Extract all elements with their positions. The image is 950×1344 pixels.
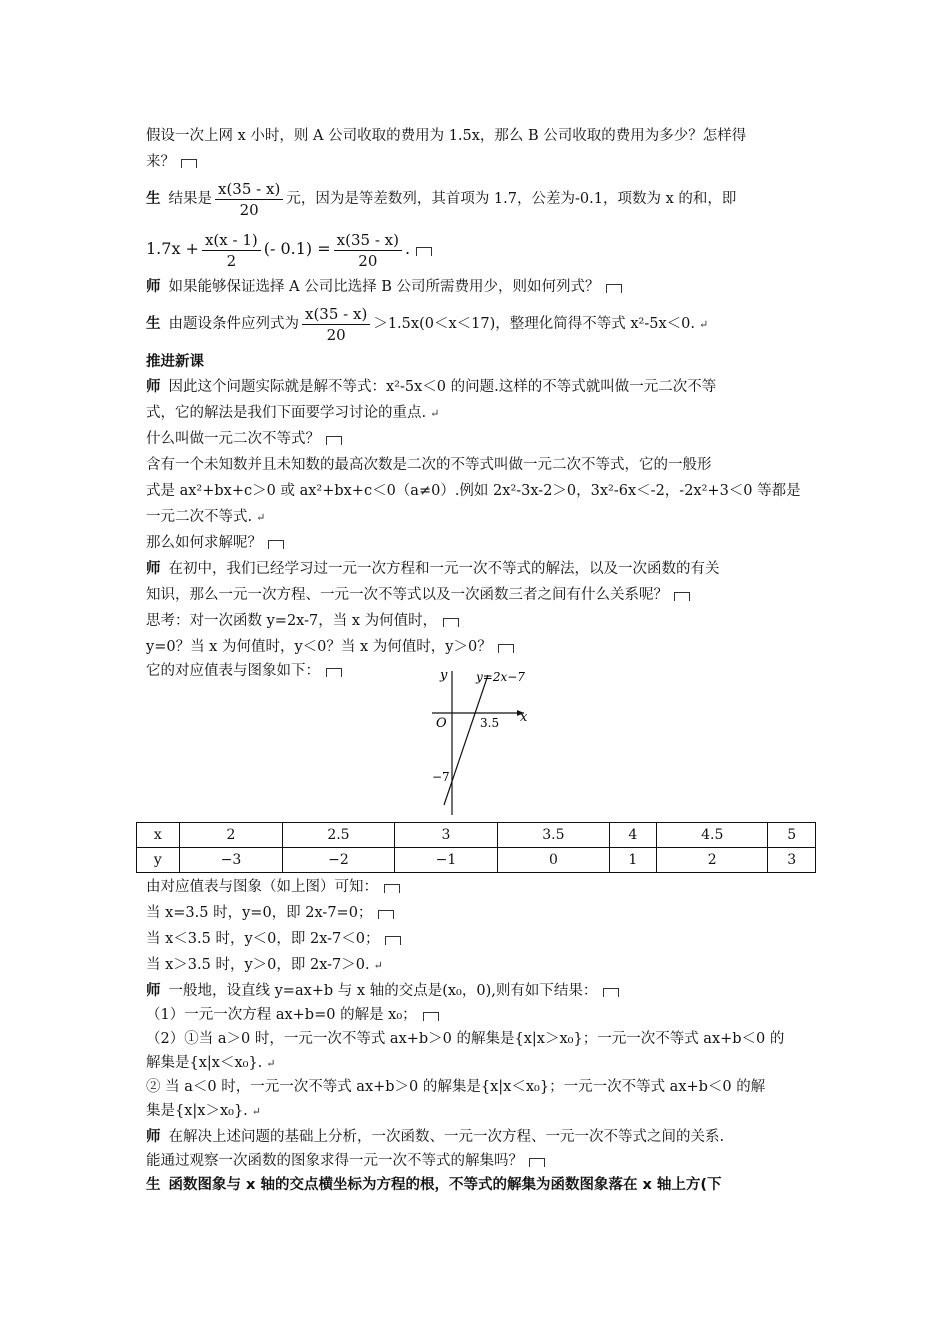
paragraph-line: 生 函数图象与 x 轴的交点横坐标为方程的根，不等式的解集为函数图象落在 x 轴上方(下 <box>146 1177 722 1193</box>
paragraph-mark-icon <box>529 1158 545 1167</box>
paragraph-line: 解集是{x|x＜x₀}. ↵ <box>146 1055 276 1071</box>
paragraph-line: 一元二次不等式. ↵ <box>146 509 266 525</box>
paragraph-arrow-icon: ↵ <box>256 511 266 524</box>
origin-label: O <box>436 716 447 731</box>
function-line <box>444 675 488 805</box>
paragraph-line: 当 x＞3.5 时，y＞0，即 2x-7＞0. ↵ <box>146 957 383 973</box>
speaker-label: 师 <box>146 561 161 577</box>
paragraph-mark-icon <box>423 1012 439 1021</box>
paragraph-line: 生 由题设条件应列式为 $\frac{x(35 - x)}{20}$ ＞1.5x(0＜x＜17)，整理化简得不等式 x²-5x＜0. ↵ <box>146 304 709 344</box>
speaker-label: 生 <box>146 1177 161 1193</box>
paragraph-line: ② 当 a＜0 时，一元一次不等式 ax+b＞0 的解集是{x|x＜x₀}；一元一次不等式 ax+b＜0 的解 <box>146 1079 766 1095</box>
x-axis-label: x <box>520 710 528 725</box>
paragraph-mark-icon <box>384 884 400 893</box>
paragraph-line: （1）一元一次方程 ax+b=0 的解是 x₀； <box>146 1002 814 1028</box>
speaker-label: 师 <box>146 279 161 295</box>
paragraph-line: 式，它的解法是我们下面要学习讨论的重点. ↵ <box>146 405 440 421</box>
paragraph-line: （2）①当 a＞0 时，一元一次不等式 ax+b＞0 的解集是{x|x＞x₀}；一元一次不等式 ax+b＜0 的 <box>146 1031 785 1047</box>
speaker-label: 师 <box>146 1129 161 1145</box>
table-cell: −3 <box>179 848 283 873</box>
paragraph-line: 什么叫做一元二次不等式？ <box>146 426 814 452</box>
speaker-label: 师 <box>146 983 161 999</box>
table-cell: 0 <box>498 848 609 873</box>
equation-line: 1.7x + $\frac{x(x - 1)}{2}$ (- 0.1) = $\frac{x(35 - x)}{20}$ . <box>146 225 814 273</box>
paragraph-arrow-icon: ↵ <box>373 959 383 972</box>
section-heading: 推进新课 <box>146 354 204 370</box>
table-cell: y <box>137 848 180 873</box>
fraction: $\frac{x(35 - x)}{20}$ <box>334 230 402 271</box>
paragraph-line: 师 在解决上述问题的基础上分析，一次函数、一元一次方程、一元一次不等式之间的关系. <box>146 1129 725 1145</box>
paragraph-line: 当 x＜3.5 时，y＜0，即 2x-7＜0； <box>146 926 814 952</box>
paragraph-line: 思考：对一次函数 y=2x-7，当 x 为何值时， <box>146 608 814 634</box>
paragraph-line: 它的对应值表与图象如下： <box>146 658 814 684</box>
paragraph-mark-icon <box>416 247 432 256</box>
paragraph-arrow-icon: ↵ <box>698 318 709 331</box>
paragraph-line: 集是{x|x＞x₀}. ↵ <box>146 1103 262 1119</box>
line-equation-label: y=2x−7 <box>476 670 525 684</box>
speaker-label: 生 <box>146 316 161 332</box>
fraction: $\frac{x(x - 1)}{2}$ <box>202 230 261 271</box>
speaker-label: 生 <box>146 191 161 207</box>
y-intercept-label: −7 <box>432 770 450 784</box>
paragraph-arrow-icon: ↵ <box>430 407 440 420</box>
paragraph-line: 含有一个未知数并且未知数的最高次数是二次的不等式叫做一元二次不等式，它的一般形 <box>146 457 712 473</box>
table-cell: 4 <box>609 823 656 848</box>
table-row-x <box>137 823 816 848</box>
x-intercept-label: 3.5 <box>480 716 500 730</box>
paragraph-line: 师 因此这个问题实际就是解不等式：x²-5x＜0 的问题.这样的不等式就叫做一元二次不等 <box>146 379 717 395</box>
paragraph-mark-icon <box>326 668 342 677</box>
table-cell: 2 <box>179 823 283 848</box>
fraction: $\frac{x(35 - x)}{20}$ <box>302 304 370 345</box>
paragraph-line: y=0？当 x 为何值时，y＜0？当 x 为何值时，y＞0？ <box>146 634 814 660</box>
paragraph-mark-icon <box>326 436 342 445</box>
paragraph-line: 师 如果能够保证选择 A 公司比选择 B 公司所需费用少，则如何列式？ <box>146 274 814 300</box>
paragraph-arrow-icon: ↵ <box>251 1105 262 1118</box>
paragraph-line: 假设一次上网 x 小时，则 A 公司收取的费用为 1.5x，那么 B 公司收取的费用为多少？怎样得 <box>146 128 747 144</box>
paragraph-mark-icon <box>385 936 401 945</box>
paragraph-arrow-icon: ↵ <box>266 1057 276 1070</box>
paragraph-mark-icon <box>181 159 197 168</box>
paragraph-line: 师 一般地，设直线 y=ax+b 与 x 轴的交点是(x₀，0),则有如下结果： <box>146 978 814 1004</box>
paragraph-line: 那么如何求解呢？ <box>146 530 814 556</box>
paragraph-line: 式是 ax²+bx+c＞0 或 ax²+bx+c＜0（a≠0）.例如 2x²-3x-2＞0，3x²-6x＜-2，-2x²+3＜0 等都是 <box>146 483 801 499</box>
paragraph-mark-icon <box>498 644 514 653</box>
value-table <box>136 822 816 873</box>
paragraph-line: 来？ <box>146 149 814 175</box>
table-cell: 4.5 <box>657 823 768 848</box>
paragraph-line: 由对应值表与图象（如上图）可知： <box>146 874 814 900</box>
paragraph-mark-icon <box>606 284 622 293</box>
paragraph-mark-icon <box>378 910 394 919</box>
table-cell: −1 <box>394 848 498 873</box>
table-cell: 3 <box>394 823 498 848</box>
table-cell: 3.5 <box>498 823 609 848</box>
paragraph-line: 能通过观察一次函数的图象求得一元一次不等式的解集吗？ <box>146 1148 814 1174</box>
table-cell: −2 <box>283 848 394 873</box>
table-row-y <box>137 848 816 873</box>
paragraph-mark-icon <box>603 988 619 997</box>
linear-function-graph <box>420 665 540 817</box>
paragraph-line: 当 x=3.5 时，y=0，即 2x-7=0； <box>146 900 814 926</box>
table-cell: 3 <box>768 848 816 873</box>
table-cell: x <box>137 823 180 848</box>
fraction: $\frac{x(35 - x)}{20}$ <box>215 179 283 220</box>
paragraph-mark-icon <box>674 592 690 601</box>
speaker-label: 师 <box>146 379 161 395</box>
paragraph-line: 生 结果是 $\frac{x(35 - x)}{20}$ 元，因为是等差数列，其首项为 1.7，公差为-0.1，项数为 x 的和，即 <box>146 179 737 219</box>
table-cell: 5 <box>768 823 816 848</box>
table-cell: 2 <box>657 848 768 873</box>
y-axis-label: y <box>440 668 448 683</box>
table-cell: 1 <box>609 848 656 873</box>
paragraph-line: 知识，那么一元一次方程、一元一次不等式以及一次函数三者之间有什么关系呢？ <box>146 582 814 608</box>
paragraph-mark-icon <box>268 540 284 549</box>
table-cell: 2.5 <box>283 823 394 848</box>
paragraph-line: 师 在初中，我们已经学习过一元一次方程和一元一次不等式的解法，以及一次函数的有关 <box>146 561 720 577</box>
paragraph-mark-icon <box>443 618 459 627</box>
